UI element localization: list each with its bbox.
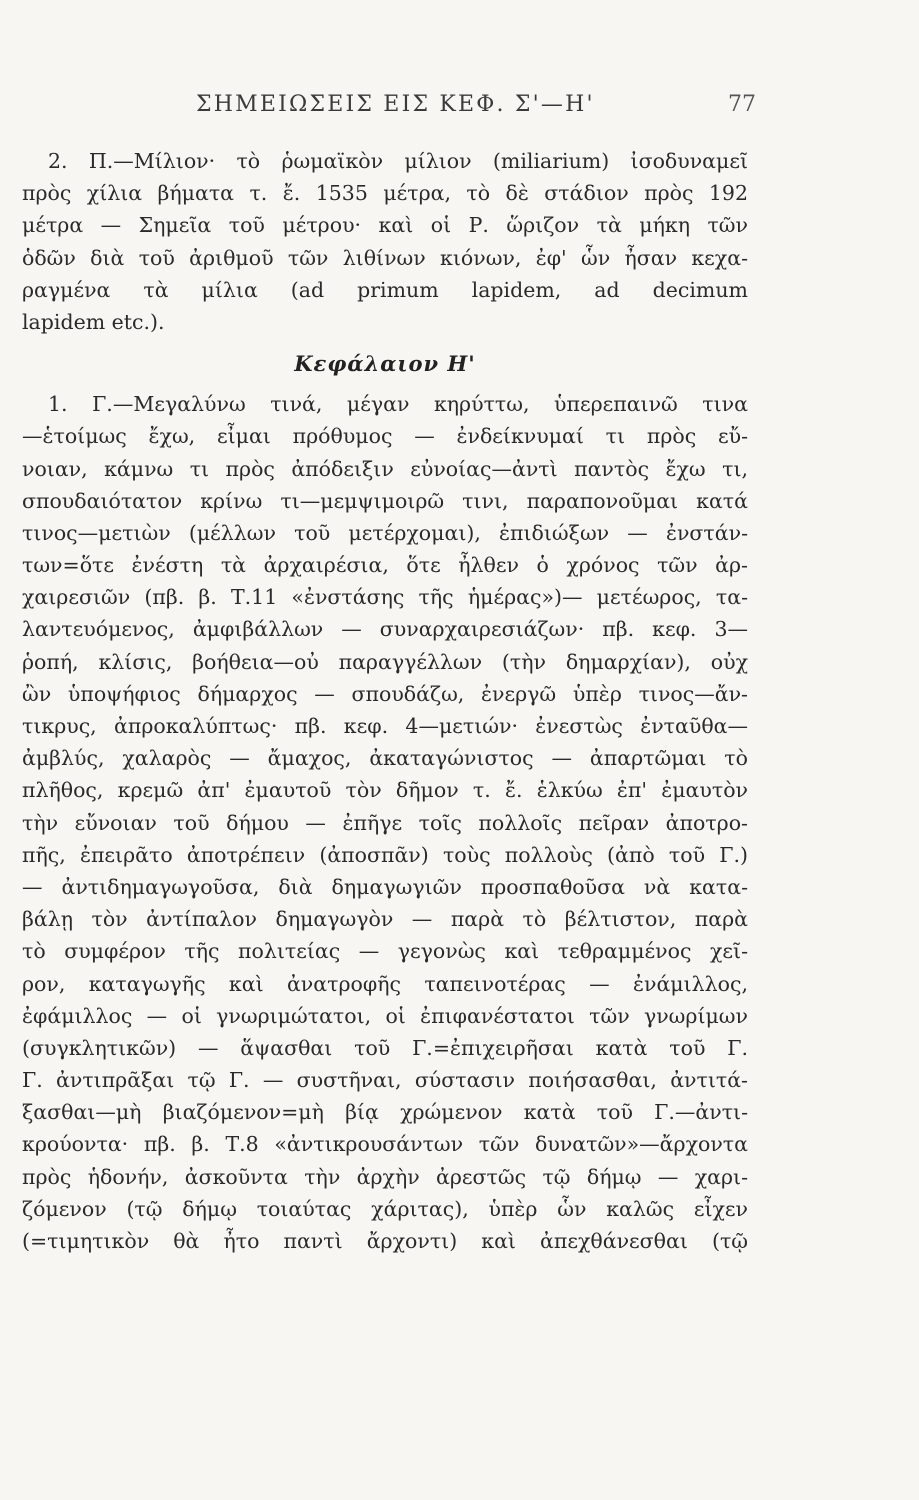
text-line: μέτρα — Σημεῖα τοῦ μέτρου· καὶ οἱ Ρ. ὥριζον τὰ μήκη τῶν bbox=[22, 213, 748, 238]
text-line: ῥοπή, κλίσις, βοήθεια—οὐ παραγγέλλων (τὴν δημαρχίαν), οὐχ bbox=[22, 649, 748, 674]
text-line: 1. Γ.—Μεγαλύνω τινά, μέγαν κηρύττω, ὑπερεπαινῶ τινα bbox=[48, 392, 748, 417]
text-line: κρούοντα· πβ. β. Τ.8 «ἀντικρουσάντων τῶν δυνατῶν»—ἄρχοντα bbox=[22, 1132, 748, 1157]
text-line: Γ. ἀντιπρᾶξαι τῷ Γ. — συστῆναι, σύστασιν ποιήσασθαι, ἀντιτά- bbox=[22, 1068, 748, 1093]
text-line: 2. Π.—Μίλιον· τὸ ῥωμαϊκὸν μίλιον (miliarium) ἰσοδυναμεῖ bbox=[48, 149, 748, 173]
page-number: 77 bbox=[728, 92, 756, 117]
text-line: ραγμένα τὰ μίλια (ad primum lapidem, ad decimum bbox=[22, 277, 748, 302]
text-line: χαιρεσιῶν (πβ. β. Τ.11 «ἐνστάσης τῆς ἡμέρας»)— μετέωρος, τα- bbox=[22, 585, 748, 610]
text-line: τὸ συμφέρον τῆς πολιτείας — γεγονὼς καὶ τεθραμμένος χεῖ- bbox=[22, 939, 748, 964]
text-line: ὢν ὑποψήφιος δήμαρχος — σπουδάζω, ἐνεργῶ ὑπὲρ τινος—ἄν- bbox=[22, 681, 748, 706]
text-line: — ἀντιδημαγωγοῦσα, διὰ δημαγωγιῶν προσπαθοῦσα νὰ κατα- bbox=[22, 874, 748, 899]
text-line: ρον, καταγωγῆς καὶ ἀνατροφῆς ταπεινοτέρας — ἐνάμιλλος, bbox=[22, 971, 748, 996]
text-line: ζόμενον (τῷ δήμῳ τοιαύτας χάριτας), ὑπὲρ ὧν καλῶς εἶχεν bbox=[22, 1196, 748, 1221]
text-line: τινος—μετιὼν (μέλλων τοῦ μετέρχομαι), ἐπιδιώξων — ἐνστάν- bbox=[22, 520, 748, 545]
text-line: λαντευόμενος, ἀμφιβάλλων — συναρχαιρεσιάζων· πβ. κεφ. 3— bbox=[22, 617, 748, 642]
text-line: ἀμβλύς, χαλαρὸς — ἄμαχος, ἀκαταγώνιστος — ἀπαρτῶμαι τὸ bbox=[22, 746, 748, 771]
text-line: (=τιμητικὸν θὰ ἦτο παντὶ ἄρχοντι) καὶ ἀπεχθάνεσθαι (τῷ bbox=[22, 1229, 748, 1253]
running-head bbox=[0, 92, 919, 122]
text-line: βάλῃ τὸν ἀντίπαλον δημαγωγὸν — παρὰ τὸ βέλτιστον, παρὰ bbox=[22, 907, 748, 932]
text-line: ξασθαι—μὴ βιαζόμενον=μὴ βίᾳ χρώμενον κατὰ τοῦ Γ.—ἀντι- bbox=[22, 1100, 748, 1125]
text-line: πρὸς χίλια βήματα τ. ἔ. 1535 μέτρα, τὸ δὲ στάδιον πρὸς 192 bbox=[22, 181, 748, 206]
text-line: τὴν εὔνοιαν τοῦ δήμου — ἐπῆγε τοῖς πολλοῖς πεῖραν ἀποτρο- bbox=[22, 810, 748, 835]
text-line: —ἑτοίμως ἔχω, εἶμαι πρόθυμος — ἐνδείκνυμαί τι πρὸς εὔ- bbox=[22, 424, 748, 449]
text-line: ἐφάμιλλος — οἱ γνωριμώτατοι, οἱ ἐπιφανέστατοι τῶν γνωρίμων bbox=[22, 1003, 748, 1028]
text-line: πλῆθος, κρεμῶ ἀπ' ἐμαυτοῦ τὸν δῆμον τ. ἔ. ἑλκύω ἐπ' ἐμαυτὸν bbox=[22, 778, 748, 803]
page-body-text bbox=[22, 145, 748, 1257]
text-line: πῆς, ἐπειρᾶτο ἀποτρέπειν (ἀποσπᾶν) τοὺς πολλοὺς (ἀπὸ τοῦ Γ.) bbox=[22, 842, 748, 867]
text-line: (συγκλητικῶν) — ἅψασθαι τοῦ Γ.=ἐπιχειρῆσαι κατὰ τοῦ Γ. bbox=[22, 1035, 748, 1060]
text-line: πρὸς ἡδονήν, ἀσκοῦντα τὴν ἀρχὴν ἀρεστῶς τῷ δήμῳ — χαρι- bbox=[22, 1164, 748, 1189]
running-title: ΣΗΜΕΙΩΣΕΙΣ ΕΙΣ ΚΕΦ. Σ'—Η' bbox=[196, 92, 595, 117]
text-line: σπουδαιότατον κρίνω τι—μεμψιμοιρῶ τινι, παραπονοῦμαι κατά bbox=[22, 488, 748, 513]
text-line: ὁδῶν διὰ τοῦ ἀριθμοῦ τῶν λιθίνων κιόνων, ἐφ' ὧν ἦσαν κεχα- bbox=[22, 245, 748, 270]
text-line: τικρυς, ἀπροκαλύπτως· πβ. κεφ. 4—μετιών· ἐνεστὼς ἐνταῦθα— bbox=[22, 714, 748, 738]
text-line: των=ὅτε ἐνέστη τὰ ἀρχαιρέσια, ὅτε ἦλθεν ὁ χρόνος τῶν ἀρ- bbox=[22, 553, 748, 578]
chapter-heading: Κεφάλαιον Η' bbox=[294, 351, 476, 377]
text-line: νοιαν, κάμνω τι πρὸς ἀπόδειξιν εὐνοίας—ἀντὶ παντὸς ἔχω τι, bbox=[22, 456, 748, 481]
text-line: lapidem etc.). bbox=[22, 309, 165, 334]
